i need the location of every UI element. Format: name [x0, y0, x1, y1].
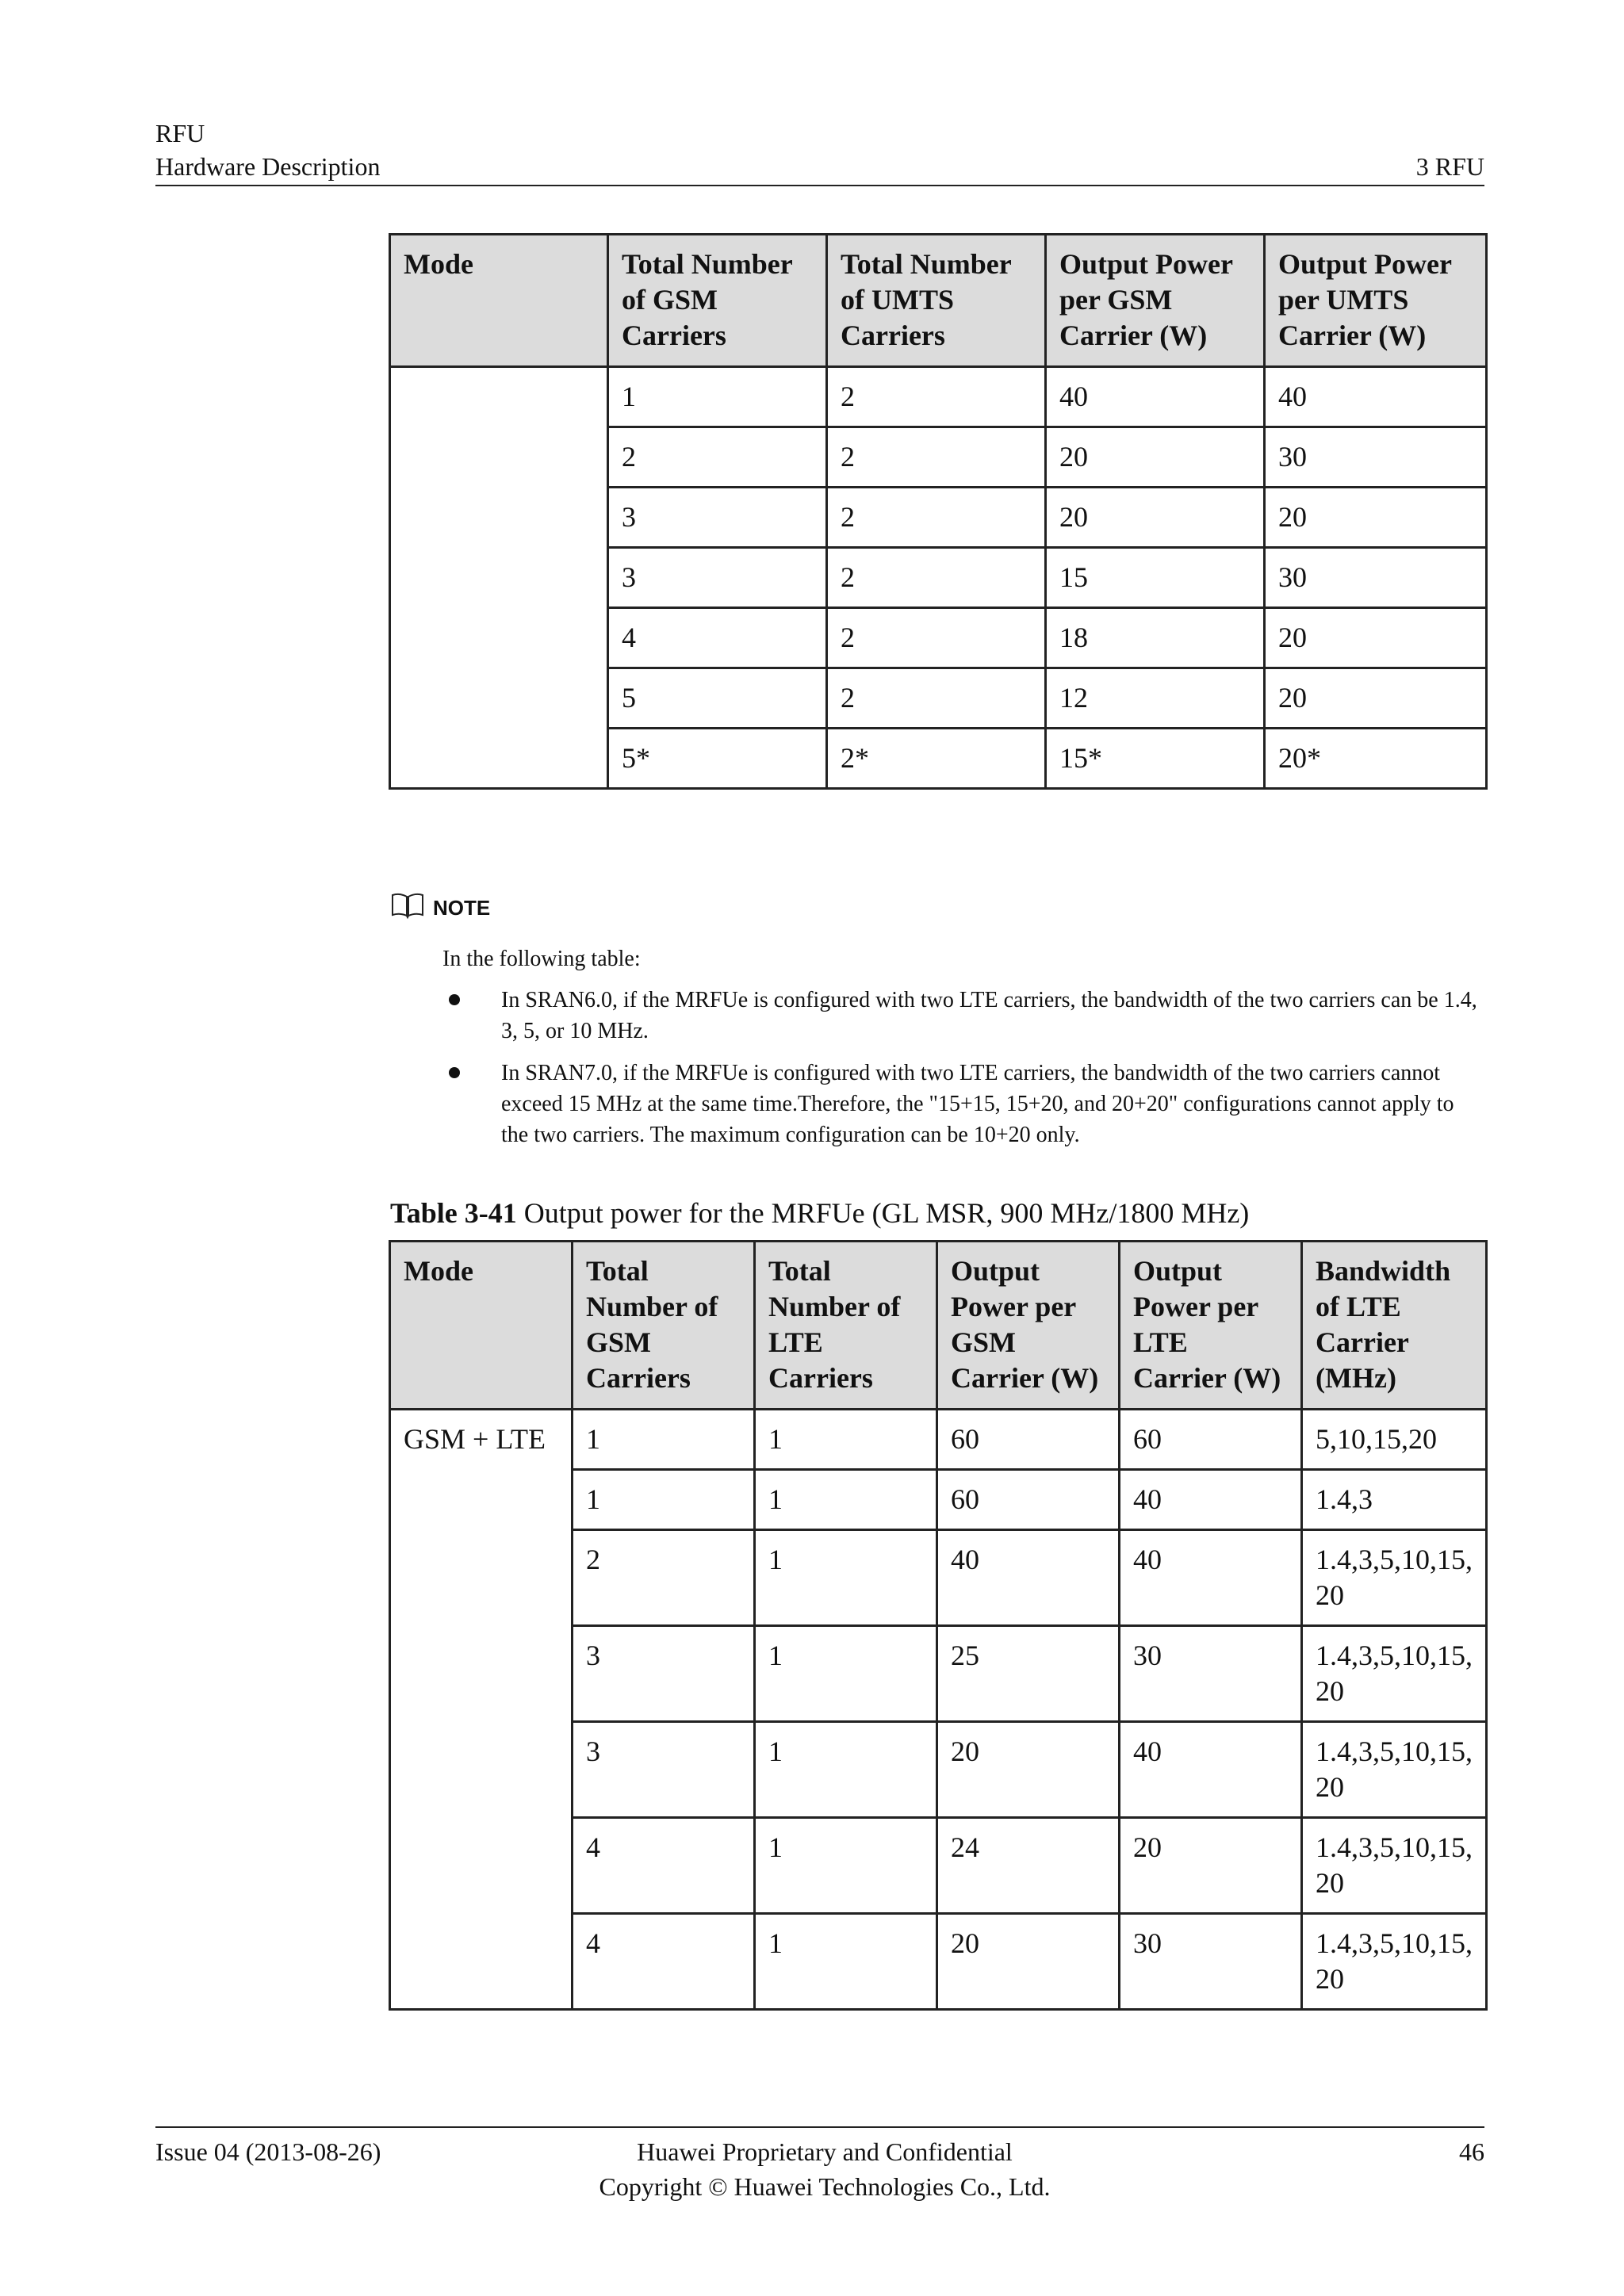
header-gsm-carriers: Total Number of GSM Carriers: [608, 235, 827, 367]
note-intro: In the following table:: [442, 947, 641, 971]
table-cell: 2: [827, 548, 1046, 608]
table-cell: 2: [827, 488, 1046, 548]
book-icon: [390, 891, 425, 920]
header-rule: [155, 185, 1484, 186]
table-cell: 40: [1120, 1470, 1302, 1530]
header-chapter: 3 RFU: [1415, 152, 1484, 181]
table-cell: 30: [1120, 1626, 1302, 1722]
table-cell: 5,10,15,20: [1302, 1410, 1487, 1470]
table-cell: 1: [755, 1470, 937, 1530]
table-cell: 2: [827, 367, 1046, 427]
table-cell: 40: [1120, 1530, 1302, 1626]
table-cell: 1: [573, 1470, 755, 1530]
header-product: RFU: [155, 119, 205, 147]
table-cell: 30: [1120, 1914, 1302, 2010]
table-cell: 2: [573, 1530, 755, 1626]
table-cell: 1.4,3,5,10,15,20: [1302, 1914, 1487, 2010]
table-cell: 1.4,3,5,10,15,20: [1302, 1818, 1487, 1914]
table-cell: 1: [608, 367, 827, 427]
table-cell: 4: [608, 608, 827, 668]
table-cell: 30: [1265, 548, 1487, 608]
table-cell: 1.4,3,5,10,15,20: [1302, 1626, 1487, 1722]
table-cell: 60: [1120, 1410, 1302, 1470]
table-cell: 3: [608, 548, 827, 608]
table-caption: [390, 1196, 1249, 1230]
table-cell: 20: [1265, 608, 1487, 668]
table-cell: 4: [573, 1818, 755, 1914]
footer-page-number: 46: [1459, 2137, 1484, 2166]
table-cell: 20: [1120, 1818, 1302, 1914]
table-cell: 12: [1046, 668, 1265, 729]
mode-cell: GSM + LTE: [390, 1410, 573, 2010]
table-cell: 1: [755, 1410, 937, 1470]
table-cell: 2: [827, 668, 1046, 729]
header-gsm-power: Output Power per GSM Carrier (W): [1046, 235, 1265, 367]
table-cell: 20: [1265, 668, 1487, 729]
header-lte-bandwidth: Bandwidth of LTE Carrier (MHz): [1302, 1242, 1487, 1410]
header-lte-power: Output Power per LTE Carrier (W): [1120, 1242, 1302, 1410]
table-caption-id: Table 3-41: [390, 1197, 517, 1229]
header-mode: Mode: [390, 1242, 573, 1410]
header-doc-title: Hardware Description: [155, 152, 381, 181]
gu-output-power-table: [389, 233, 1488, 790]
table-cell: 40: [1120, 1722, 1302, 1818]
mode-cell: [390, 367, 608, 789]
header-lte-carriers: Total Number of LTE Carriers: [755, 1242, 937, 1410]
table-cell: 5: [608, 668, 827, 729]
header-gsm-carriers: Total Number of GSM Carriers: [573, 1242, 755, 1410]
table-header-row: [390, 1242, 1487, 1410]
table-cell: 1: [755, 1530, 937, 1626]
table-cell: 30: [1265, 427, 1487, 488]
table-cell: 20: [1265, 488, 1487, 548]
table-cell: 1.4,3: [1302, 1470, 1487, 1530]
table-cell: 1.4,3,5,10,15,20: [1302, 1530, 1487, 1626]
table-cell: 1: [755, 1818, 937, 1914]
note-bullet-2: In SRAN7.0, if the MRFUe is configured with two LTE carriers, the bandwidth of the two carriers cannot exceed 15 MHz at the same time.Therefore, the "15+15, 15+20, and 20+20" configurations cannot apply to the two carriers. The maximum configuration can be 10+20 only.: [501, 1061, 1454, 1147]
table-cell: 1: [755, 1722, 937, 1818]
table-cell: 20: [1046, 488, 1265, 548]
table-cell: 1: [755, 1914, 937, 2010]
footer-issue: Issue 04 (2013-08-26): [155, 2137, 381, 2166]
table-cell: 25: [937, 1626, 1120, 1722]
table-row: [390, 1410, 1487, 1470]
table-cell: 20: [1046, 427, 1265, 488]
bullet-dot: [449, 1067, 460, 1078]
header-umts-carriers: Total Number of UMTS Carriers: [827, 235, 1046, 367]
table-cell: 18: [1046, 608, 1265, 668]
footer-confidential: Huawei Proprietary and Confidential: [637, 2137, 1013, 2166]
table-cell: 2*: [827, 729, 1046, 789]
header-gsm-power: Output Power per GSM Carrier (W): [937, 1242, 1120, 1410]
table-cell: 40: [1046, 367, 1265, 427]
table-cell: 2: [827, 608, 1046, 668]
footer-copyright: Copyright © Huawei Technologies Co., Ltd.: [599, 2172, 1051, 2201]
table-cell: 60: [937, 1470, 1120, 1530]
gl-output-power-table: [389, 1240, 1488, 2011]
table-cell: 24: [937, 1818, 1120, 1914]
bullet-dot: [449, 994, 460, 1005]
table-cell: 15*: [1046, 729, 1265, 789]
table-cell: 1: [573, 1410, 755, 1470]
note-label: NOTE: [433, 896, 491, 920]
table-caption-text: Output power for the MRFUe (GL MSR, 900 MHz/1800 MHz): [523, 1197, 1250, 1229]
table-cell: 1.4,3,5,10,15,20: [1302, 1722, 1487, 1818]
table-cell: 2: [827, 427, 1046, 488]
table-cell: 3: [573, 1626, 755, 1722]
table-header-row: [390, 235, 1487, 367]
table-cell: 2: [608, 427, 827, 488]
note-bullet-1: In SRAN6.0, if the MRFUe is configured with two LTE carriers, the bandwidth of the two carriers can be 1.4, 3, 5, or 10 MHz.: [501, 988, 1477, 1043]
footer-rule: [155, 2126, 1484, 2128]
table-row: [390, 367, 1487, 427]
table-cell: 3: [608, 488, 827, 548]
table-cell: 40: [1265, 367, 1487, 427]
table-cell: 20*: [1265, 729, 1487, 789]
table-cell: 60: [937, 1410, 1120, 1470]
header-mode: Mode: [390, 235, 608, 367]
table-cell: 1: [755, 1626, 937, 1722]
table-cell: 15: [1046, 548, 1265, 608]
table-cell: 20: [937, 1914, 1120, 2010]
table-cell: 5*: [608, 729, 827, 789]
table-cell: 40: [937, 1530, 1120, 1626]
table-cell: 20: [937, 1722, 1120, 1818]
table-cell: 3: [573, 1722, 755, 1818]
table-cell: 4: [573, 1914, 755, 2010]
header-umts-power: Output Power per UMTS Carrier (W): [1265, 235, 1487, 367]
